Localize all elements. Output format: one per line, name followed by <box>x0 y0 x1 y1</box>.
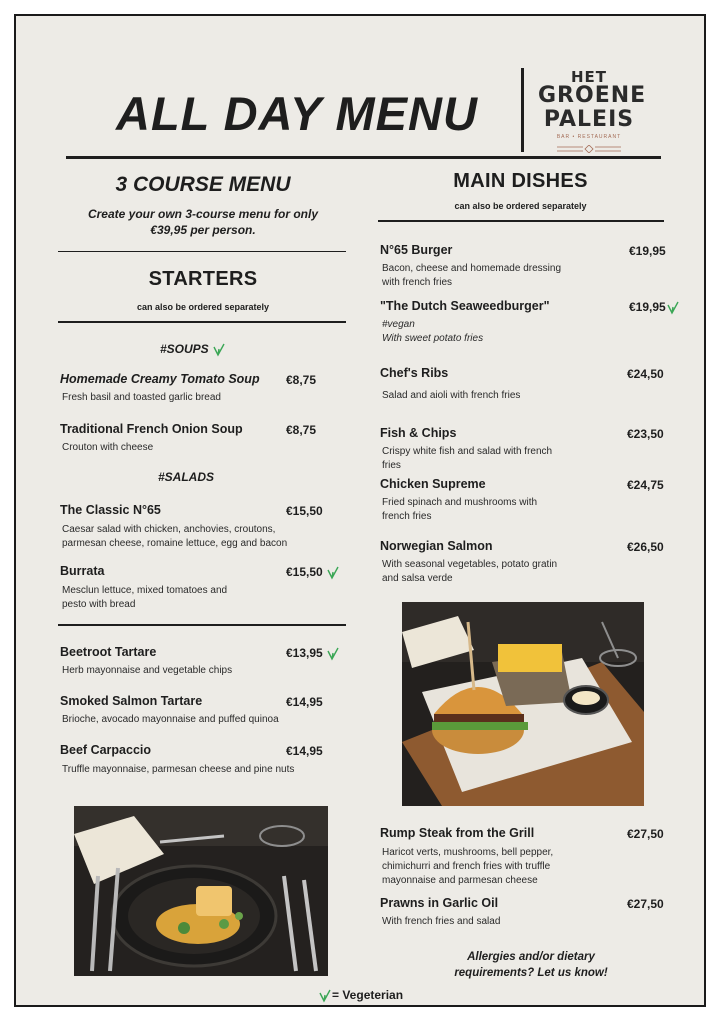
divider <box>58 624 346 626</box>
logo-ornament-icon <box>557 145 621 153</box>
header-rule <box>66 156 661 159</box>
menu-item-desc: Brioche, avocado mayonnaise and puffed quinoa <box>62 714 279 725</box>
allergy-note-line1: Allergies and/or dietary <box>467 951 595 963</box>
vegetarian-legend <box>318 988 403 1003</box>
header-divider <box>521 68 524 152</box>
menu-item-name: Beetroot Tartare <box>60 645 157 659</box>
main-dish-image <box>402 602 644 806</box>
menu-item-price: €8,75 <box>286 373 317 387</box>
vegetarian-icon <box>326 647 340 661</box>
menu-item-price: €8,75 <box>286 423 317 437</box>
menu-item-desc: Fried spinach and mushrooms with <box>382 497 538 508</box>
menu-item-price: €14,95 <box>286 695 323 709</box>
menu-item-name: Burrata <box>60 564 105 578</box>
menu-item-name: Fish & Chips <box>380 426 457 440</box>
menu-item-name: Traditional French Onion Soup <box>60 422 243 436</box>
menu-item-desc: With seasonal vegetables, potato gratin <box>382 559 558 570</box>
logo-line1: HET <box>570 68 608 86</box>
menu-item-price: €27,50 <box>627 827 664 841</box>
menu-item-desc: Crouton with cheese <box>62 442 154 453</box>
salads-label: #SALADS <box>158 470 215 484</box>
menu-item-price-row <box>629 300 680 315</box>
menu-item-price: €23,50 <box>627 427 664 441</box>
vegetarian-icon <box>318 989 332 1003</box>
menu-item-desc: french fries <box>382 511 432 522</box>
menu-item-name: Smoked Salmon Tartare <box>60 694 203 708</box>
menu-item-name: Beef Carpaccio <box>60 743 152 757</box>
menu-item-desc: fries <box>382 460 401 471</box>
menu-item-desc: Salad and aioli with french fries <box>382 390 521 401</box>
menu-item-desc: Truffle mayonnaise, parmesan cheese and pine nuts <box>62 764 295 775</box>
divider <box>378 220 664 222</box>
starters-title: STARTERS <box>148 268 258 290</box>
soups-label <box>160 342 226 357</box>
menu-item-desc: With sweet potato fries <box>382 333 484 344</box>
menu-item-price: €15,50 <box>286 565 323 579</box>
menu-item-name: Homemade Creamy Tomato Soup <box>60 372 260 386</box>
menu-item-name: Chef's Ribs <box>380 366 449 380</box>
main-dish-photo <box>402 602 644 806</box>
menu-item-name: "The Dutch Seaweedburger" <box>380 299 550 313</box>
restaurant-logo <box>538 68 647 158</box>
menu-item-desc: parmesan cheese, romaine lettuce, egg and bacon <box>62 538 288 549</box>
menu-item-desc: Caesar salad with chicken, anchovies, croutons, <box>62 524 276 535</box>
menu-item-price: €14,95 <box>286 744 323 758</box>
starter-dish-image <box>74 806 328 976</box>
logo-line4: BAR • RESTAURANT <box>556 134 622 140</box>
menu-item-name: The Classic N°65 <box>60 503 161 517</box>
soups-label-text: #SOUPS <box>160 342 209 356</box>
mains-note: can also be ordered separately <box>454 201 587 211</box>
menu-item-price: €24,75 <box>627 478 664 492</box>
menu-item-price-row <box>286 565 340 580</box>
menu-item-desc: mayonnaise and parmesan cheese <box>382 875 538 886</box>
menu-item-desc: Haricot verts, mushrooms, bell pepper, <box>382 847 554 858</box>
menu-item-desc: With french fries and salad <box>382 916 501 927</box>
menu-item-price: €13,95 <box>286 646 323 660</box>
logo-line2: GROENE <box>538 83 647 108</box>
menu-item-desc: Crispy white fish and salad with french <box>382 446 553 457</box>
menu-item-name: Chicken Supreme <box>380 477 486 491</box>
menu-item-price: €19,95 <box>629 244 666 258</box>
starters-note: can also be ordered separately <box>136 302 270 312</box>
logo-line3: PALEIS <box>543 107 635 132</box>
menu-item-desc: chimichurri and french fries with truffle <box>382 861 551 872</box>
menu-item-desc: and salsa verde <box>382 573 453 584</box>
menu-page <box>14 14 706 1007</box>
menu-item-desc: Bacon, cheese and homemade dressing <box>382 263 562 274</box>
menu-item-name: Rump Steak from the Grill <box>380 826 535 840</box>
menu-item-price: €15,50 <box>286 504 323 518</box>
allergy-note-line2: requirements? Let us know! <box>454 967 608 979</box>
menu-item-price: €26,50 <box>627 540 664 554</box>
course-menu-line2: €39,95 per person. <box>150 223 256 237</box>
starter-dish-photo <box>74 806 328 976</box>
menu-item-desc: Fresh basil and toasted garlic bread <box>62 392 221 403</box>
mains-title: MAIN DISHES <box>453 170 588 192</box>
menu-item-desc: pesto with bread <box>62 599 136 610</box>
menu-item-price: €19,95 <box>629 300 666 314</box>
vegetarian-icon <box>326 566 340 580</box>
menu-item-desc: Mesclun lettuce, mixed tomatoes and <box>62 585 228 596</box>
legend-text: = Vegeterian <box>332 988 404 1002</box>
menu-item-desc: Herb mayonnaise and vegetable chips <box>62 665 233 676</box>
menu-item-desc: #vegan <box>382 319 415 330</box>
menu-item-name: Prawns in Garlic Oil <box>380 896 499 910</box>
menu-item-name: N°65 Burger <box>380 243 453 257</box>
menu-item-price: €27,50 <box>627 897 664 911</box>
menu-item-price-row <box>286 646 340 661</box>
divider <box>58 321 346 323</box>
menu-item-price: €24,50 <box>627 367 664 381</box>
vegetarian-icon <box>666 301 680 315</box>
page-title: ALL DAY MENU <box>116 87 478 140</box>
divider <box>58 251 346 252</box>
course-menu-line1: Create your own 3-course menu for only <box>87 207 319 221</box>
course-menu-title: 3 COURSE MENU <box>115 173 291 196</box>
menu-item-desc: with french fries <box>382 277 453 288</box>
vegetarian-icon <box>212 343 226 357</box>
menu-item-name: Norwegian Salmon <box>380 539 493 553</box>
